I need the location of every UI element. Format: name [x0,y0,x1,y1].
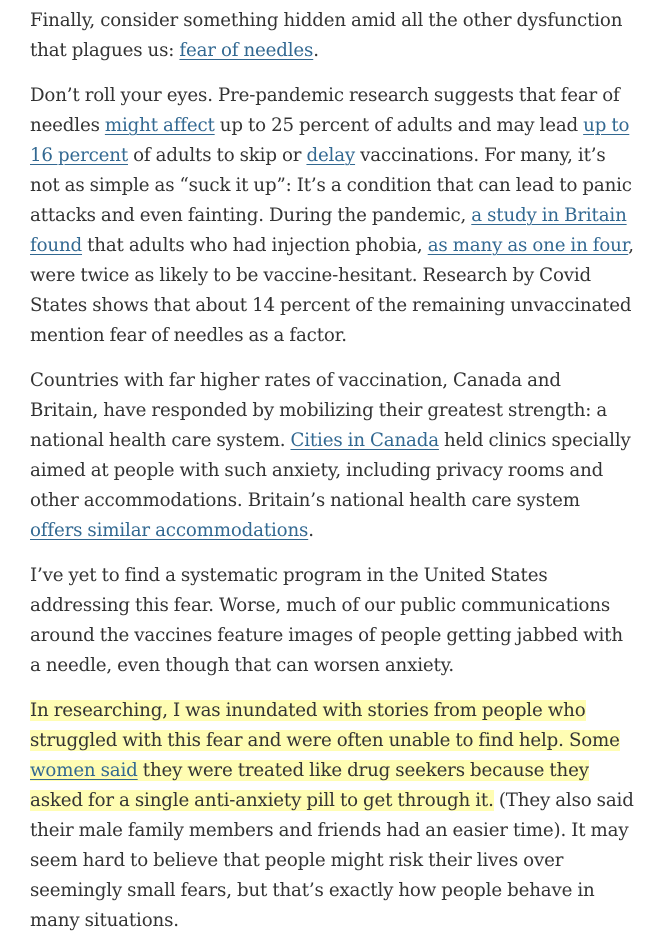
link-cities-in-canada[interactable]: Cities in Canada [290,430,439,451]
link-one-in-four[interactable]: as many as one in four [427,235,629,256]
highlighted-text[interactable]: they were treated like drug seekers because they asked for a single anti-anxiety pill to get through it. [30,760,589,811]
paragraph-united-states [30,561,634,681]
paragraph-text: Finally, consider something hidden amid all the other dysfunction that plagues us: [30,10,623,61]
paragraph-text: held clinics specially aimed at people with such anxiety, including privacy rooms and other accommodations. Britain’s national health care system [30,430,631,511]
paragraph-fear-of-needles-intro [30,6,634,66]
highlighted-text[interactable]: In researching, I was inundated with stories from people who struggled with this fear and were often unable to find help. Some [30,700,620,751]
paragraph-text: Countries with far higher rates of vaccination, Canada and Britain, have responded by mobilizing their greatest strength: a national health care system. [30,370,608,451]
link-offers-similar-accommodations[interactable]: offers similar accommodations [30,520,309,541]
paragraph-text: vaccinations. For many, it’s not as simple as “suck it up”: It’s a condition that can lead to panic attacks and even fainting. During the pandemic, [30,145,632,226]
paragraph-text: (They also said their male family members and friends had an easier time). It may seem hard to believe that people might risk their lives over seemingly small fears, but that’s exactly how people behave in many situations. [30,790,634,931]
paragraph-text: Don’t roll your eyes. Pre-pandemic research suggests that fear of needles [30,85,620,136]
link-delay[interactable]: delay [306,145,356,166]
paragraph-text: that adults who had injection phobia, [82,235,428,256]
link-women-said[interactable]: women said [30,760,138,781]
link-study-in-britain[interactable]: a study in Britain found [30,205,627,256]
paragraph-researching [30,696,634,936]
link-might-affect[interactable]: might affect [104,115,215,136]
paragraph-text: of adults to skip or [128,145,307,166]
paragraph-text: I’ve yet to find a systematic program in the United States addressing this fear. Worse, much of our public communications around the vaccines feature images of people getting jabbed with a needle, even though that can worsen anxiety. [30,565,623,676]
paragraph-text: , were twice as likely to be vaccine-hesitant. Research by Covid States shows that about 14 percent of the remaining unvaccinated mention fear of needles as a factor. [30,235,634,346]
paragraph-text: . [308,520,314,541]
paragraph-text: . [313,40,319,61]
paragraph-research [30,81,634,351]
paragraph-text: up to 25 percent of adults and may lead [214,115,584,136]
link-up-to-16-percent[interactable]: up to 16 percent [30,115,630,166]
link-fear-of-needles[interactable]: fear of needles [179,40,314,61]
paragraph-canada-britain [30,366,634,546]
